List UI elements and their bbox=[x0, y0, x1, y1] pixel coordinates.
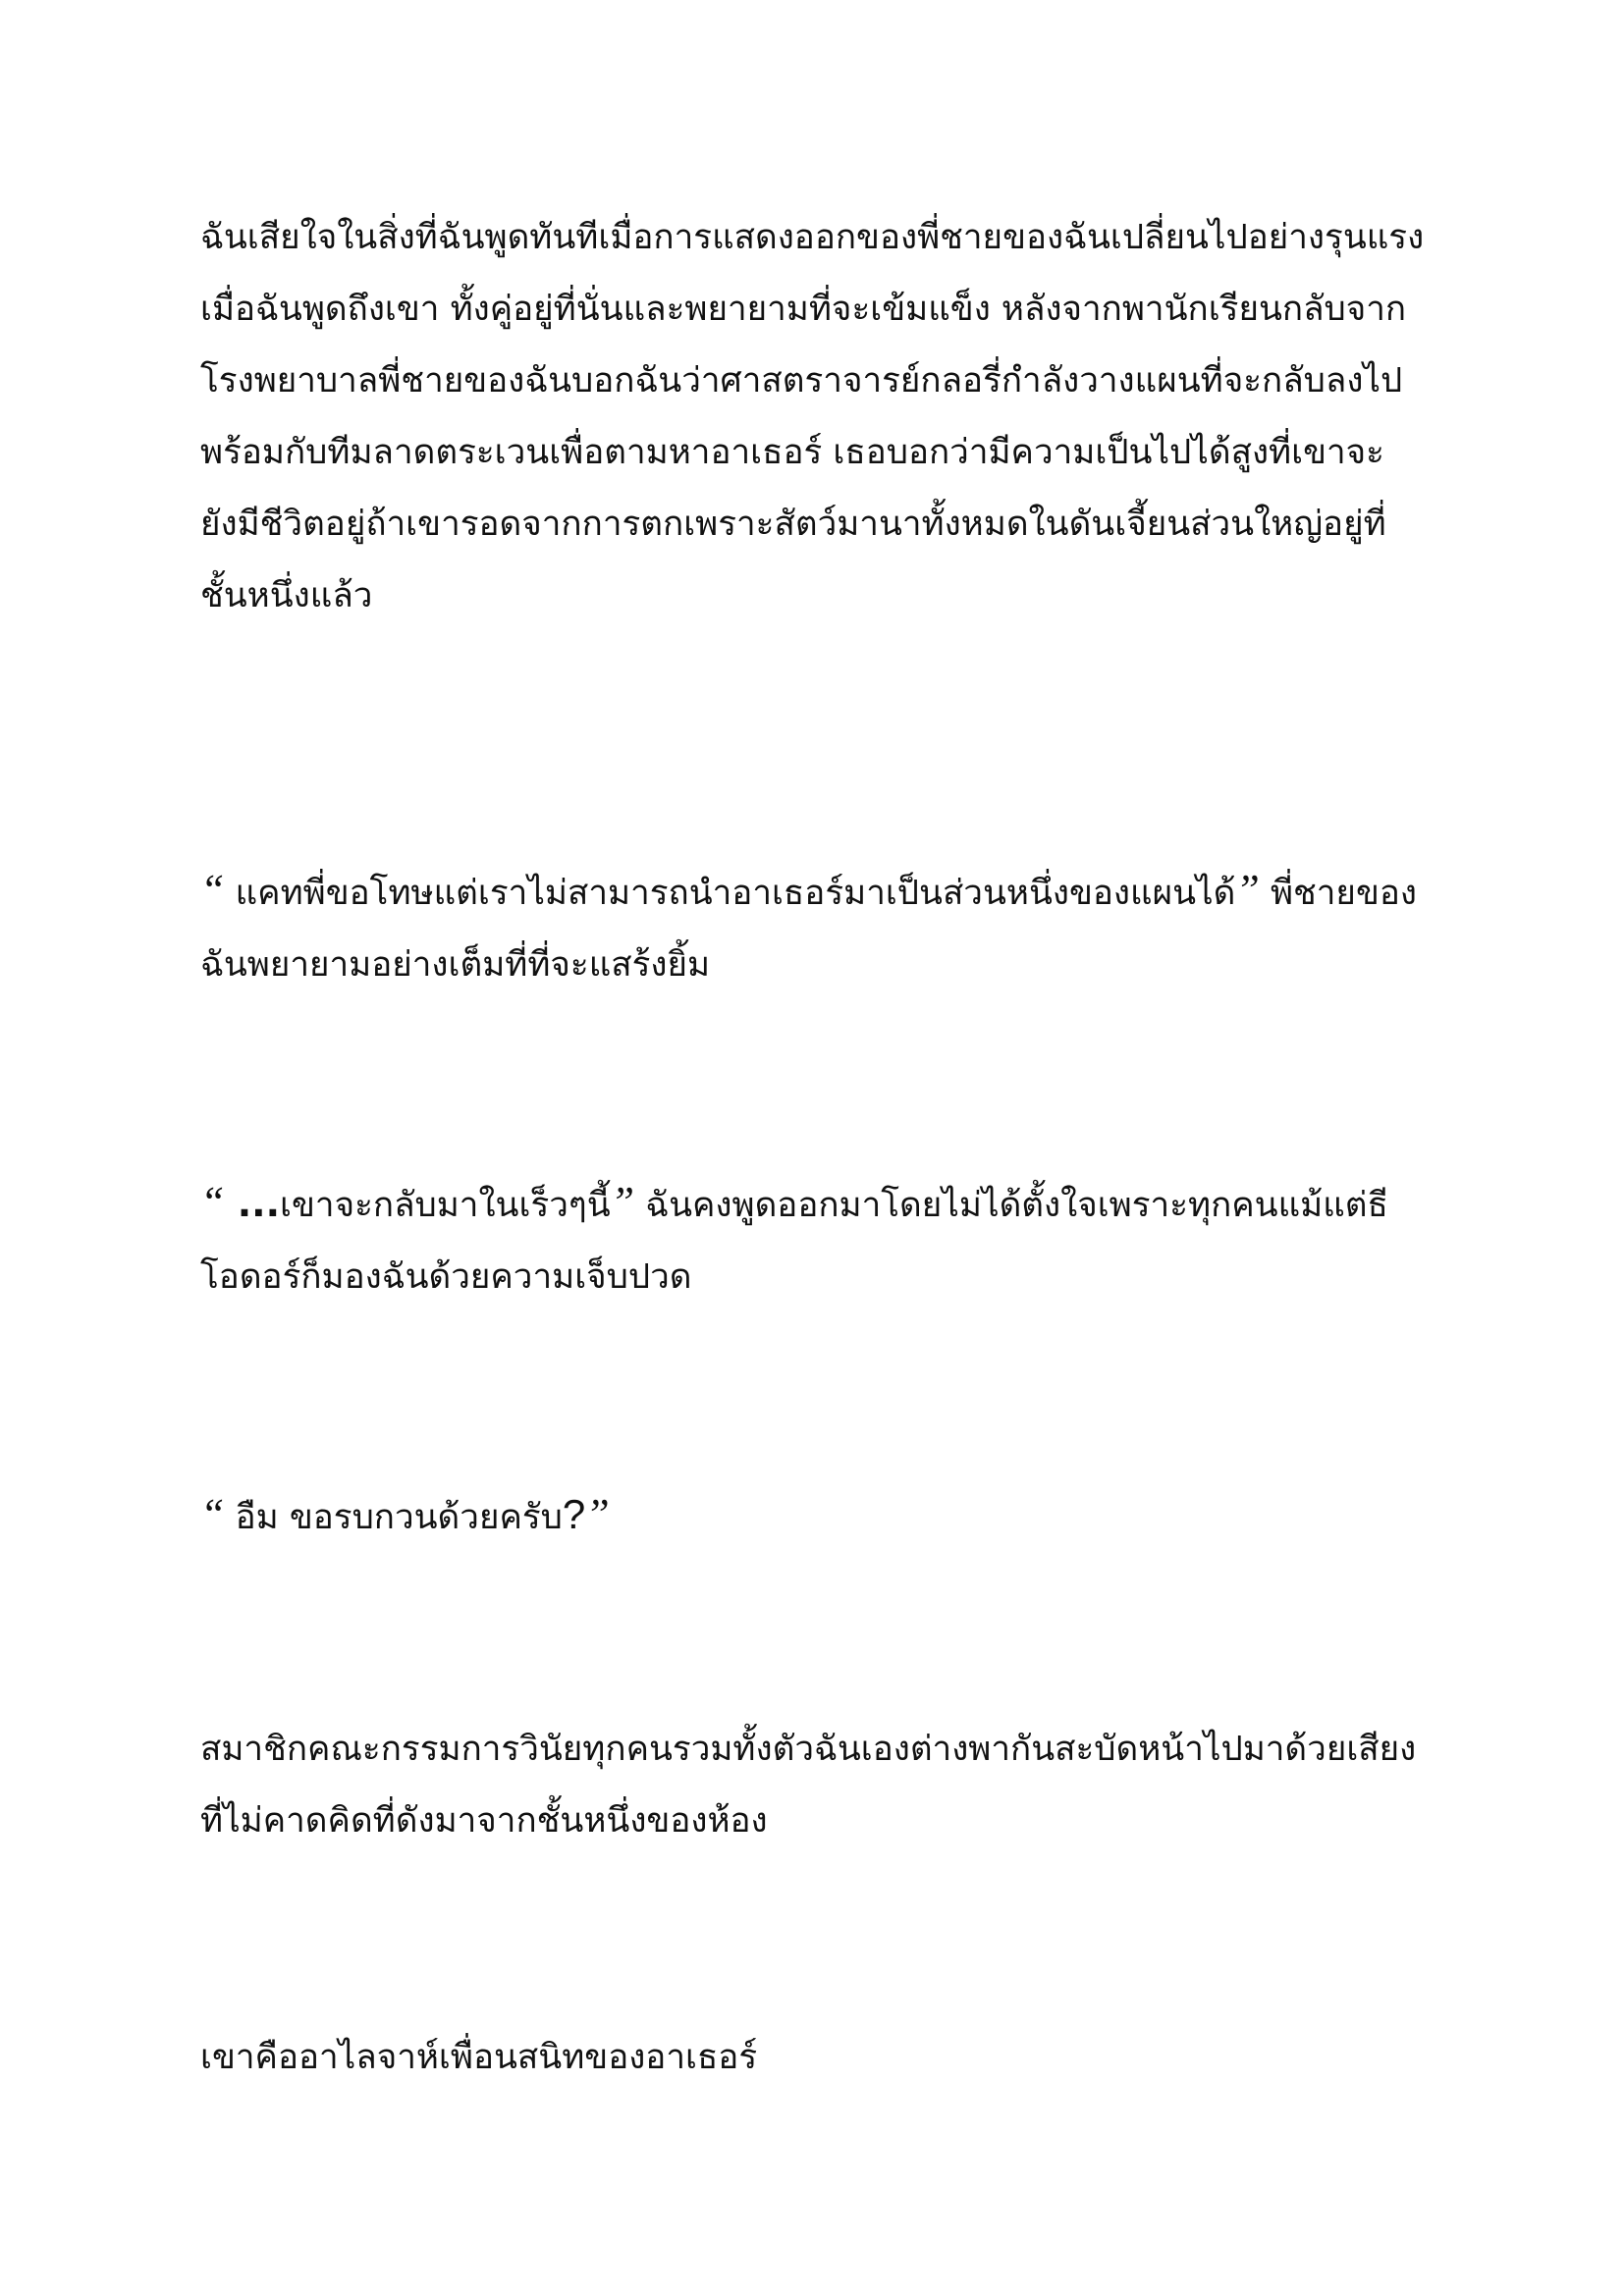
text-line bbox=[200, 1478, 1457, 1554]
paragraph-1 bbox=[200, 202, 1457, 632]
text-line: สมาชิกคณะกรรมการวินัยทุกคนรวมทั้งตัวฉันเองต่างพากันสะบัดหน้าไปมาด้วยเสียง bbox=[200, 1730, 1417, 1769]
paragraph-2-dialogue bbox=[200, 858, 1457, 1001]
text-line: โอดอร์ก็มองฉันด้วยความเจ็บปวด bbox=[200, 1257, 692, 1297]
close-quote: ” bbox=[585, 1490, 610, 1538]
text-line: เมื่อฉันพูดถึงเขา ทั้งคู่อยู่ที่นั่นและพยายามที่จะเข้มแข็ง หลังจากพานักเรียนกลับจาก bbox=[200, 290, 1407, 329]
text-line: เขาคืออาไลจาห์เพื่อนสนิทของอาเธอร์ bbox=[200, 2038, 758, 2077]
narration-text: พี่ชายของ bbox=[1259, 874, 1417, 913]
ellipsis: ... bbox=[224, 1182, 281, 1225]
text-line: ฉันพยายามอย่างเต็มที่ที่จะแสร้งยิ้ม bbox=[200, 945, 711, 985]
paragraph-6 bbox=[200, 2022, 1457, 2094]
text-line: ฉันเสียใจในสิ่งที่ฉันพูดทันทีเมื่อการแสดงออกของพี่ชายของฉันเปลี่ยนไปอย่างรุนแรง bbox=[200, 218, 1425, 257]
open-quote: “ bbox=[200, 1178, 225, 1226]
open-quote: “ bbox=[200, 1490, 225, 1538]
dialogue-text: เขาจะกลับมาในเร็วๆนี้ bbox=[280, 1186, 611, 1225]
close-quote: ” bbox=[610, 1178, 635, 1226]
paragraph-5 bbox=[200, 1714, 1457, 1857]
narration-text: ฉันคงพูดออกมาโดยไม่ได้ตั้งใจเพราะทุกคนแม้แต่ธี bbox=[634, 1186, 1388, 1225]
text-line: ยังมีชีวิตอยู่ถ้าเขารอดจากการตกเพราะสัตว์มานาทั้งหมดในดันเจี้ยนส่วนใหญ่อยู่ที่ bbox=[200, 505, 1386, 544]
paragraph-4-dialogue bbox=[200, 1478, 1457, 1554]
paragraph-3-dialogue bbox=[200, 1168, 1457, 1313]
text-line: ชั้นหนึ่งแล้ว bbox=[200, 576, 373, 615]
dialogue-text: อืม ขอรบกวนด้วยครับ bbox=[224, 1498, 563, 1537]
text-line bbox=[200, 858, 1457, 930]
text-line: พร้อมกับทีมลาดตระเวนเพื่อตามหาอาเธอร์ เธอบอกว่ามีความเป็นไปได้สูงที่เขาจะ bbox=[200, 433, 1384, 472]
dialogue-text: แคทพี่ขอโทษแต่เราไม่สามารถนำอาเธอร์มาเป็นส่วนหนึ่งของแผนได้ bbox=[224, 874, 1236, 913]
text-line: ที่ไม่คาดคิดที่ดังมาจากชั้นหนึ่งของห้อง bbox=[200, 1801, 768, 1841]
question-mark: ? bbox=[562, 1491, 586, 1537]
text-line: โรงพยาบาลพี่ชายของฉันบอกฉันว่าศาสตราจารย์กลอรี่กำลังวางแผนที่จะกลับลงไป bbox=[200, 361, 1403, 400]
text-line bbox=[200, 1168, 1457, 1242]
open-quote: “ bbox=[200, 866, 225, 914]
close-quote: ” bbox=[1235, 866, 1260, 914]
